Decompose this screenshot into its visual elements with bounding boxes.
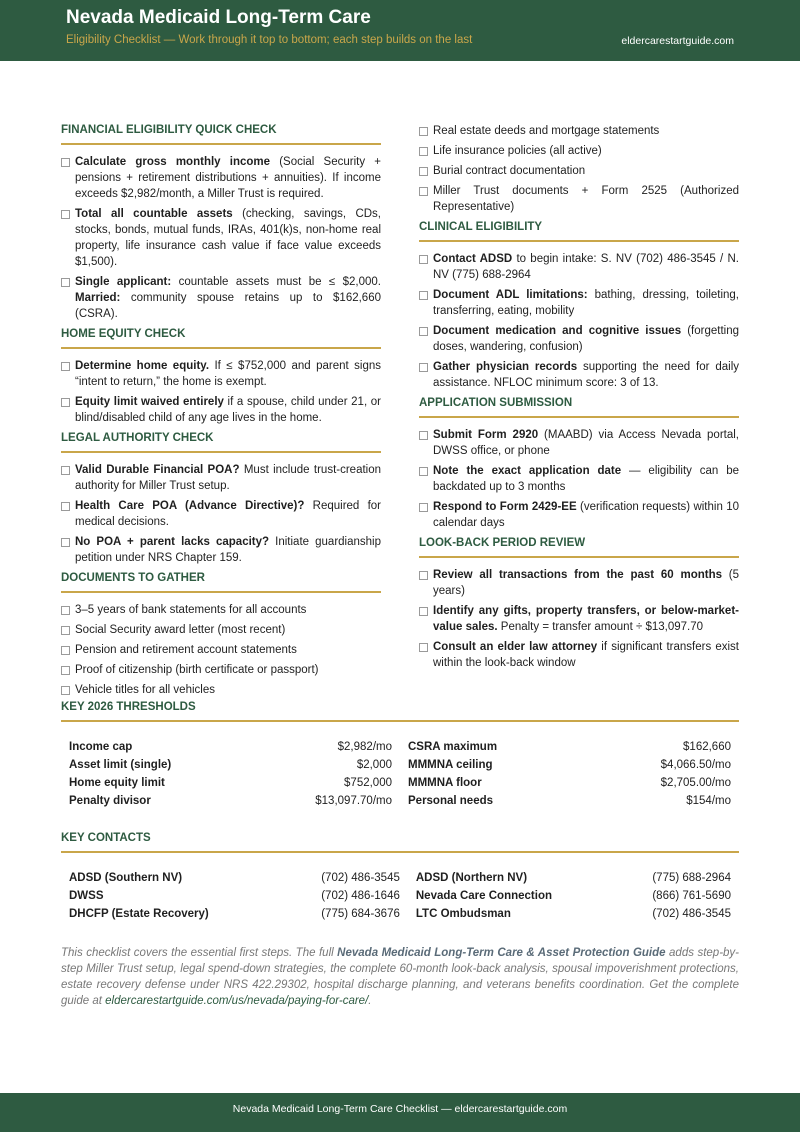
checkbox[interactable]	[61, 466, 70, 475]
checklist-item[interactable]	[419, 427, 739, 459]
section-title: LOOK-BACK PERIOD REVIEW	[419, 537, 739, 558]
item-text: Initiate guardianship petition under NRS Chapter 159.	[75, 536, 381, 564]
item-text: Social Security award letter (most recent)	[75, 624, 286, 636]
right-column	[419, 124, 739, 677]
checklist-item[interactable]	[61, 622, 381, 638]
checklist-item[interactable]	[419, 323, 739, 355]
checkbox[interactable]	[419, 147, 428, 156]
checkbox[interactable]	[419, 363, 428, 372]
checklist-item[interactable]	[61, 602, 381, 618]
checklist-item[interactable]	[61, 498, 381, 530]
item-text: to begin intake: S. NV (702) 486-3545 / N. NV (775) 688-2964	[433, 253, 739, 281]
checklist-section	[419, 221, 739, 391]
item-text: if significant transfers exist within the look-back window	[433, 641, 739, 669]
contacts-right	[416, 869, 731, 923]
item-bold: Identify any gifts, property transfers, or below-market-value sales.	[433, 605, 739, 633]
checklist-item[interactable]	[61, 682, 381, 698]
item-text: (forgetting doses, wandering, confusion)	[433, 325, 739, 353]
item-text: (MAABD) via Access Nevada portal, DWSS office, or phone	[433, 429, 739, 457]
checkbox[interactable]	[61, 606, 70, 615]
threshold-value: $154/mo	[686, 795, 731, 807]
section-title: KEY CONTACTS	[61, 832, 739, 853]
threshold-row	[69, 792, 392, 810]
item-bold: Respond to Form 2429-EE	[433, 501, 577, 513]
checklist-item[interactable]	[419, 123, 739, 139]
item-text: Required for medical decisions.	[75, 500, 381, 528]
checkbox[interactable]	[61, 626, 70, 635]
contact-row	[69, 905, 400, 923]
threshold-row	[69, 738, 392, 756]
checkbox[interactable]	[419, 607, 428, 616]
checkbox[interactable]	[61, 686, 70, 695]
item-text: — eligibility can be backdated up to 3 months	[433, 465, 739, 493]
checkbox[interactable]	[61, 398, 70, 407]
checklist-item[interactable]	[419, 603, 739, 635]
section-title: DOCUMENTS TO GATHER	[61, 572, 381, 593]
contact-value: (775) 684-3676	[321, 908, 400, 920]
page-header	[0, 0, 800, 61]
checklist-section	[61, 124, 381, 322]
threshold-label: MMMNA ceiling	[408, 759, 493, 771]
checklist-item[interactable]	[419, 639, 739, 671]
note-post: adds step-by-step Miller Trust setup, legal spend-down strategies, the complete 60-month look-back analysis, spousal impoverishment protections, estate recovery defense under NRS 422.29302, hospital discharge planning, and veterans benefits coordination. Get the complete guide at	[61, 947, 739, 1007]
item-bold: Contact ADSD	[433, 253, 513, 265]
documents-continued	[419, 123, 739, 215]
left-column	[61, 124, 381, 704]
checklist-item[interactable]	[61, 274, 381, 322]
checkbox[interactable]	[61, 538, 70, 547]
item-bold: Document ADL limitations:	[433, 289, 588, 301]
item-text: (Social Security + pensions + retirement distributions + annuities). If income exceeds $2,982/month, a Miller Trust is required.	[75, 156, 382, 200]
item-bold: Married:	[75, 292, 121, 304]
threshold-value: $752,000	[344, 777, 392, 789]
checklist-item[interactable]	[61, 358, 381, 390]
threshold-value: $2,982/mo	[337, 741, 392, 753]
contact-row	[69, 887, 400, 905]
checklist-section	[61, 328, 381, 426]
contacts-section	[61, 832, 739, 923]
checkbox[interactable]	[419, 327, 428, 336]
checklist-item[interactable]	[61, 206, 381, 270]
checklist-item[interactable]	[419, 567, 739, 599]
item-bold: Review all transactions from the past 60 months	[433, 569, 722, 581]
note-end: .	[368, 995, 372, 1007]
checklist-item[interactable]	[61, 394, 381, 426]
checklist-item[interactable]	[419, 499, 739, 531]
item-text: Proof of citizenship (birth certificate or passport)	[75, 664, 319, 676]
threshold-row	[408, 738, 731, 756]
item-bold: Equity limit waived entirely	[75, 396, 224, 408]
item-text: If ≤ $752,000 and parent signs “intent to return,” the home is exempt.	[75, 360, 381, 388]
checkbox[interactable]	[61, 158, 70, 167]
section-title: LEGAL AUTHORITY CHECK	[61, 432, 381, 453]
contact-value: (702) 486-1646	[321, 890, 400, 902]
item-bold: Total all countable assets	[75, 208, 233, 220]
checkbox[interactable]	[419, 187, 428, 196]
item-text: Real estate deeds and mortgage statements	[433, 125, 660, 137]
item-bold: Single applicant:	[75, 276, 172, 288]
contact-label: ADSD (Southern NV)	[69, 872, 183, 884]
contact-label: DHCFP (Estate Recovery)	[69, 908, 209, 920]
item-text: if a spouse, child under 21, or blind/disabled child of any age lives in the home.	[75, 396, 381, 424]
note-link[interactable]: eldercarestartguide.com/us/nevada/paying-for-care/	[105, 995, 369, 1007]
checkbox[interactable]	[61, 646, 70, 655]
checkbox[interactable]	[419, 571, 428, 580]
page-footer: Nevada Medicaid Long-Term Care Checklist — eldercarestartguide.com	[0, 1093, 800, 1132]
item-bold: Determine home equity.	[75, 360, 210, 372]
checkbox[interactable]	[419, 467, 428, 476]
checklist-item[interactable]	[419, 287, 739, 319]
thresholds-right	[408, 738, 731, 810]
checkbox[interactable]	[419, 431, 428, 440]
item-text: (verification requests) within 10 calendar days	[433, 501, 739, 529]
note-pre: This checklist covers the essential first steps. The full	[61, 947, 338, 959]
threshold-row	[69, 756, 392, 774]
checkbox[interactable]	[61, 278, 70, 287]
contact-label: Nevada Care Connection	[415, 890, 552, 902]
contact-label: DWSS	[69, 890, 104, 902]
contact-row	[69, 869, 400, 887]
item-text: 3–5 years of bank statements for all accounts	[75, 604, 307, 616]
checklist-item[interactable]	[61, 662, 381, 678]
item-text: Penalty = transfer amount ÷ $13,097.70	[497, 621, 704, 633]
contact-value: (702) 486-3545	[652, 908, 731, 920]
threshold-row	[69, 774, 392, 792]
threshold-label: MMMNA floor	[408, 777, 482, 789]
thresholds-left	[69, 738, 392, 810]
checklist-section	[61, 572, 381, 698]
checklist-item[interactable]	[419, 463, 739, 495]
page-subtitle: Eligibility Checklist — Work through it top to bottom; each step builds on the last	[66, 34, 473, 46]
item-bold: Note the exact application date	[433, 465, 622, 477]
checkbox[interactable]	[61, 210, 70, 219]
page-title: Nevada Medicaid Long-Term Care	[66, 7, 371, 28]
checkbox[interactable]	[61, 502, 70, 511]
item-text: Must include trust-creation authority for Miller Trust setup.	[75, 464, 382, 492]
threshold-value: $2,705.00/mo	[660, 777, 731, 789]
section-title: CLINICAL ELIGIBILITY	[419, 221, 739, 242]
threshold-row	[408, 756, 731, 774]
threshold-value: $162,660	[683, 741, 731, 753]
guide-note	[61, 945, 739, 1009]
checklist-item[interactable]	[419, 251, 739, 283]
contact-label: LTC Ombudsman	[415, 908, 511, 920]
item-text: (5 years)	[433, 569, 740, 597]
item-bold: Consult an elder law attorney	[433, 641, 598, 653]
section-title: KEY 2026 THRESHOLDS	[61, 701, 739, 722]
threshold-value: $4,066.50/mo	[660, 759, 731, 771]
item-text: Vehicle titles for all vehicles	[75, 684, 215, 696]
checkbox[interactable]	[419, 503, 428, 512]
item-text: Miller Trust documents + Form 2525 (Authorized Representative)	[433, 185, 739, 213]
item-bold: Health Care POA (Advance Directive)?	[75, 500, 305, 512]
section-title: FINANCIAL ELIGIBILITY QUICK CHECK	[61, 124, 381, 145]
checklist-item[interactable]	[61, 154, 381, 202]
contact-row	[416, 887, 731, 905]
threshold-row	[408, 774, 731, 792]
item-text: countable assets must be ≤ $2,000.	[171, 276, 381, 288]
checkbox[interactable]	[419, 643, 428, 652]
checklist-item[interactable]	[419, 359, 739, 391]
note-guide-title: Nevada Medicaid Long-Term Care & Asset Protection Guide	[337, 947, 666, 959]
item-text: Life insurance policies (all active)	[433, 145, 602, 157]
threshold-value: $13,097.70/mo	[315, 795, 392, 807]
section-title: HOME EQUITY CHECK	[61, 328, 381, 349]
checkbox[interactable]	[61, 666, 70, 675]
contact-label: ADSD (Northern NV)	[415, 872, 528, 884]
item-text: community spouse retains up to $162,660 (CSRA).	[75, 292, 381, 320]
checklist-item[interactable]	[419, 183, 739, 215]
item-bold: Valid Durable Financial POA?	[75, 464, 240, 476]
contact-value: (775) 688-2964	[652, 872, 731, 884]
item-text: bathing, dressing, toileting, transferring, eating, mobility	[433, 289, 740, 317]
contact-value: (702) 486-3545	[321, 872, 400, 884]
threshold-label: Home equity limit	[69, 777, 165, 789]
contact-value: (866) 761-5690	[652, 890, 731, 902]
threshold-label: Income cap	[69, 741, 133, 753]
contact-row	[416, 869, 731, 887]
checklist-item[interactable]	[61, 462, 381, 494]
item-bold: Gather physician records	[433, 361, 578, 373]
header-site-link[interactable]: eldercarestartguide.com	[621, 35, 734, 47]
checklist-item[interactable]	[419, 143, 739, 159]
checkbox[interactable]	[419, 167, 428, 176]
threshold-label: CSRA maximum	[408, 741, 498, 753]
checklist-item[interactable]	[419, 163, 739, 179]
contacts-left	[69, 869, 400, 923]
checkbox[interactable]	[61, 362, 70, 371]
threshold-value: $2,000	[356, 759, 392, 771]
checklist-item[interactable]	[61, 642, 381, 658]
item-text: Burial contract documentation	[433, 165, 586, 177]
checklist-section	[419, 537, 739, 671]
checklist-item[interactable]	[61, 534, 381, 566]
thresholds-section	[61, 701, 739, 810]
item-text: Pension and retirement account statements	[75, 644, 297, 656]
item-text: (checking, savings, CDs, stocks, bonds, mutual funds, IRAs, 401(k)s, non-home real property, life insurance cash value if face value exceeds $1,500).	[75, 208, 381, 268]
item-bold: Calculate gross monthly income	[75, 156, 271, 168]
section-title: APPLICATION SUBMISSION	[419, 397, 739, 418]
item-bold: No POA + parent lacks capacity?	[75, 536, 270, 548]
checklist-section	[61, 432, 381, 566]
item-bold: Submit Form 2920	[433, 429, 539, 441]
checkbox[interactable]	[419, 255, 428, 264]
threshold-row	[408, 792, 731, 810]
threshold-label: Penalty divisor	[69, 795, 151, 807]
threshold-label: Personal needs	[408, 795, 494, 807]
contact-row	[416, 905, 731, 923]
item-text: supporting the need for daily assistance. NFLOC minimum score: 3 of 13.	[433, 361, 739, 389]
checkbox[interactable]	[419, 127, 428, 136]
checkbox[interactable]	[419, 291, 428, 300]
threshold-label: Asset limit (single)	[69, 759, 172, 771]
item-bold: Document medication and cognitive issues	[433, 325, 682, 337]
checklist-section	[419, 397, 739, 531]
